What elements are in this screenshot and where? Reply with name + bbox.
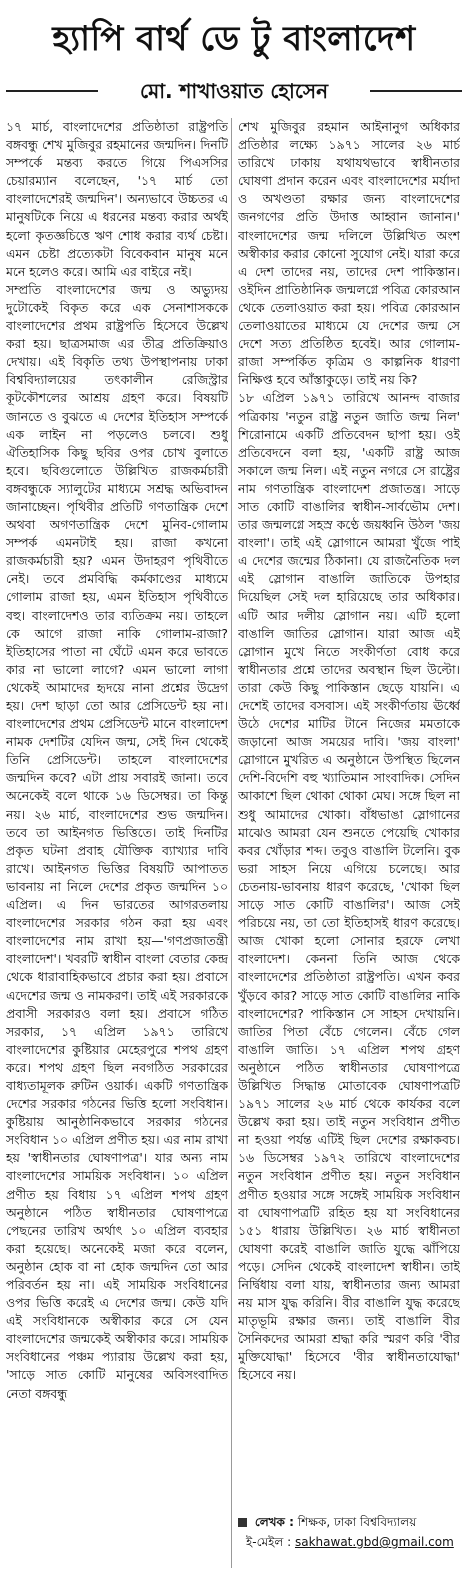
paragraph: শেখ মুজিবুর রহমান আইনানুগ অধিকার প্রতিষ্ঠার লক্ষ্যে ১৯৭১ সালের ২৬ মার্চ তারিখে ঢাকায় যথাযথভাবে স্বাধীনতার ঘোষণা প্রদান করেন এবং বাংলাদেশের মর্যাদা ও অখণ্ডতা রক্ষার জন্য বাংলাদেশের জনগণের প্রতি উদাত্ত আহ্বান জানান।' বাংলাদেশের জন্ম দলিলে উল্লিখিত অংশ অস্বীকার করার কোনো সুযোগ নেই। যারা করে এ দেশ তাদের নয়, তাদের দেশ পাকিস্তান। ওইদিন প্রাতিষ্ঠানিক জন্মলগ্নে পবিত্র কোরআন থেকে তেলাওয়াত করা হয়। পবিত্র কোরআন তেলাওয়াতের মাধ্যমে যে দেশের জন্ম সে দেশে সত্য প্রতিষ্ঠিত হবেই। আর গোলাম-রাজা সম্পর্কিত কৃত্রিম ও কাল্পনিক ধারণা নিক্ষিপ্ত হবে আঁস্তাকুড়ে। তাই নয় কি? [238,119,460,388]
paragraph: ১৭ মার্চ, বাংলাদেশের প্রতিষ্ঠাতা রাষ্ট্রপতি বঙ্গবন্ধু শেখ মুজিবুর রহমানের জন্মদিন। দিনটি সম্পর্কে মন্তব্য করতে গিয়ে পিএসসির চেয়ারম্যান বলেছেন, '১৭ মার্চ তো বাংলাদেশেরই জন্মদিন'। অন্যভাবে উচ্চতর এ মানুষটিকে নিয়ে এ ধরনের মন্তব্য করার অর্থই হলো কৃতজ্ঞচিত্তে ঋণ শোধ করার ব্যর্থ চেষ্টা। এমন চেষ্টা প্রত্যেকটা বিবেকবান মানুষ মনে মনে হলেও করে। আমি এর বাইরে নই। [6,119,228,279]
article-headline: হ্যাপি বার্থ ডে টু বাংলাদেশ [52,19,416,59]
email-label: ই-মেইল : [246,1535,292,1549]
writer-line [238,1512,464,1532]
paragraph: সম্প্রতি বাংলাদেশের জন্ম ও অভ্যুদয় দুটোকেই বিকৃত করে এক সেনাশাসককে বাংলাদেশের প্রথম রাষ্ট্রপতি হিসেবে উল্লেখ করা হয়। ছাত্রসমাজ এর তীব্র প্রতিক্রিয়াও দেখায়। এই বিকৃতি তথ্য উপস্থাপনায় ঢাকা বিশ্ববিদ্যালয়ের তৎকালীন রেজিস্ট্রার কূটকৌশলের আশ্রয় গ্রহণ করে। বিষয়টি জানতে ও বুঝতে এ দেশের ইতিহাস সম্পর্কে এক লাইন না পড়লেও চলবে। শুধু ঐতিহাসিক কিছু ছবির ওপর চোখ বুলাতে হবে। ছবিগুলোতে উল্লিখিত রাজকর্মচারী বঙ্গবন্ধুকে স্যালুটের মাধ্যমে সশ্রদ্ধ অভিবাদন জানাচ্ছেন। পৃথিবীর প্রতিটি গণতান্ত্রিক দেশে অথবা অগণতান্ত্রিক দেশে মুনিব-গোলাম সম্পর্ক এমনটাই হয়। রাজা কখনো রাজকর্মচারী হয়? এমন উদাহরণ পৃথিবীতে নেই। তবে প্রমবিদ্ধি কর্মকাণ্ডের মাধ্যমে গোলাম রাজা হয়, এমন ইতিহাস পৃথিবীতে বহু। বাংলাদেশও তার ব্যতিক্রম নয়। তাহলে কে আগে রাজা নাকি গোলাম-রাজা? ইতিহাসের পাতা না ঘেঁটে এমন করে ভাবতে কার না ভালো লাগে? এমন ভালো লাগা থেকেই আমাদের হৃদয়ে নানা প্রশ্নের উদ্রেগ হয়। দেশ ছাড়া তো আর প্রেসিডেন্ট হয় না। বাংলাদেশের প্রথম প্রেসিডেন্ট মানে বাংলাদেশ নামক দেশটির যেদিন জন্ম, সেই দিন থেকেই তিনি প্রেসিডেন্ট। তাহলে বাংলাদেশের জন্মদিন কবে? এটা প্রায় সবারই জানা। তবে অনেকেই বলে থাকে ১৬ ডিসেম্বর। তা কিন্তু নয়। ২৬ মার্চ, বাংলাদেশের শুভ জন্মদিন। তবে তা আইনগত ভিত্তিতে। তাই দিনটির প্রকৃত ঘটনা প্রবাহ যৌক্তিক ব্যাখ্যার দাবি রাখে। আইনগত ভিত্তির বিষয়টি আপাতত ভাবনায় না নিলে দেশের প্রকৃত জন্মদিন ১০ এপ্রিল। এ দিন ভারতের আগরতলায় বাংলাদেশের সরকার গঠন করা হয় এবং বাংলাদেশের নাম রাখা হয়—'গণপ্রজাতন্ত্রী বাংলাদেশ'। খবরটি স্বাধীন বাংলা বেতার কেন্দ্র থেকে ধারাবাহিকভাবে প্রচার করা হয়। প্রবাসে এদেশের জন্ম ও নামকরণ। তাই এই সরকারকে প্রবাসী সরকারও বলা হয়। প্রবাসে গঠিত সরকার, ১৭ এপ্রিল ১৯৭১ তারিখে বাংলাদেশের কুষ্টিয়ার মেহেরপুরে শপথ গ্রহণ করে। শপথ গ্রহণ ছিল নবগঠিত সরকারের বাধ্যতামূলক রুটিন ওয়ার্ক। একটি গণতান্ত্রিক দেশের সরকার গঠনের ভিত্তি হলো সংবিধান। কুষ্টিয়ায় আনুষ্ঠানিকভাবে সরকার গঠনের সংবিধান ১০ এপ্রিল প্রণীত হয়। এর নাম রাখা হয় 'স্বাধীনতার ঘোষণাপত্র'। যার অন্য নাম বাংলাদেশের সাময়িক সংবিধান। ১০ এপ্রিল প্রণীত হয় বিধায় ১৭ এপ্রিল শপথ গ্রহণ অনুষ্ঠানে পঠিত স্বাধীনতার ঘোষণাপত্রে পেছনের তারিখ অর্থাৎ ১০ এপ্রিল ব্যবহার করা হয়েছে। অনেকেই মজা করে বলেন, অনুষ্ঠান হোক বা না হোক জন্মদিন তো আর পরিবর্তন হয় না। এই সাময়িক সংবিধানের ওপর ভিত্তি করেই এ দেশের জন্ম। কেউ যদি এই সংবিধানকে অস্বীকার করে সে যেন বাংলাদেশের জন্মকেই অস্বীকার করে। সাময়িক সংবিধানের পঞ্চম প্যারায় উল্লেখ করা হয়, 'সাড়ে সাত কোটি মানুষের অবিসংবাদিত নেতা বঙ্গবন্ধু [6,281,228,1401]
writer-label: লেখক : [254,1515,294,1529]
left-column [6,118,228,1570]
byline [0,72,468,110]
right-column [238,118,460,1498]
writer-description: শিক্ষক, ঢাকা বিশ্ববিদ্যালয় [297,1515,417,1529]
email-address[interactable]: sakhawat.gbd@gmail.com [294,1535,454,1549]
square-bullet-icon [238,1518,247,1527]
author-name: মো. শাখাওয়াত হোসেন [139,79,329,103]
column-divider [231,118,232,1568]
email-line [246,1532,464,1552]
byline-rule-left [6,90,98,92]
author-footer [238,1512,464,1552]
byline-rule-right [370,90,462,92]
paragraph: ১৮ এপ্রিল ১৯৭১ তারিখে আনন্দ বাজার পত্রিকায় 'নতুন রাষ্ট্র নতুন জাতি জন্ম নিল' শিরোনামে একটি প্রতিবেদন ছাপা হয়। ওই প্রতিবেদনে বলা হয়, 'একটি রাষ্ট্র আজ সকালে জন্ম নিল। এই নতুন নগরে সে রাষ্ট্রের নাম গণতান্ত্রিক বাংলাদেশ প্রজাতন্ত্র। সাড়ে সাত কোটি বাঙালির স্বাধীন-সার্বভৌম দেশ। তার জন্মলগ্নে সহস্র কণ্ঠে জয়ধ্বনি উঠল 'জয় বাংলা'। তাই এই স্লোগানে আমরা খুঁজে পাই এ দেশের জন্মের ঠিকানা। যে রাজনৈতিক দল এই স্লোগান বাঙালি জাতিকে উপহার দিয়েছিল সেই দল হারিয়েছে তার অধিকার। এটি আর দলীয় স্লোগান নয়। এটি হলো বাঙালি জাতির স্লোগান। যারা আজ এই স্লোগান মুখে নিতে সংকীর্ণতা বোধ করে স্বাধীনতার প্রশ্নে তাদের অবস্থান ছিল উল্টো। তারা কেউ কিছু পাকিস্তান ছেড়ে যায়নি। এ দেশেই তাদের বসবাস। এই সংকীর্ণতায় ঊর্ধ্বে উঠে দেশের মাটির টানে নিজের মমতাকে জড়ানো আজ সময়ের দাবি। 'জয় বাংলা' স্লোগানে মুখরিত এ অনুষ্ঠানে উপস্থিত ছিলেন দেশি-বিদেশি বহু খ্যাতিমান সাংবাদিক। সেদিন আকাশে ছিল থোকা থোকা মেঘ। সঙ্গে ছিল না শুধু আমাদের খোকা। বাঁধভাঙা স্লোগানের মাঝেও আমরা যেন শুনতে পেয়েছি খোকার কবর খোঁড়ার শব্দ। তবুও বাঙালি টলেনি। বুক ভরা সাহস নিয়ে এগিয়ে চলেছে। আর চেতনায়-ভাবনায় ধারণ করেছে, 'খোকা ছিল সাড়ে সাত কোটি বাঙালির'। আজ সেই পরিচয়ে নয়, তা তো ইতিহাসই ধারণ করেছে। আজ খোকা হলো সোনার হরফে লেখা বাংলাদেশ। কেননা তিনি আজ থেকে বাংলাদেশের প্রতিষ্ঠাতা রাষ্ট্রপতি। এখন কবর খুঁড়বে কার? সাড়ে সাত কোটি বাঙালির নাকি বাংলাদেশের? পাকিস্তান সে সাহস দেখায়নি। জাতির পিতা বেঁচে গেলেন। বেঁচে গেল বাঙালি জাতি। ১৭ এপ্রিল শপথ গ্রহণ অনুষ্ঠানে পঠিত স্বাধীনতার ঘোষণাপত্রে উল্লিখিত সিদ্ধান্ত মোতাবেক ঘোষণাপত্রটি ১৯৭১ সালের ২৬ মার্চ থেকে কার্যকর বলে উল্লেখ করা হয়। তাই নতুন সংবিধান প্রণীত না হওয়া পর্যন্ত এটিই ছিল দেশের রক্ষাকবচ। ১৬ ডিসেম্বর ১৯৭২ তারিখে বাংলাদেশের নতুন সংবিধান প্রণীত হয়। নতুন সংবিধান প্রণীত হওয়ার সঙ্গে সঙ্গেই সাময়িক সংবিধান বা ঘোষণাপত্রটি রহিত হয় যা সংবিধানের ১৫১ ধারায় উল্লিখিত। ২৬ মার্চ স্বাধীনতা ঘোষণা করেই বাঙালি জাতি যুদ্ধে ঝাঁপিয়ে পড়ে। সেদিন থেকেই বাংলাদেশ স্বাধীন। তাই নির্দ্বিধায় বলা যায়, স্বাধীনতার জন্য আমরা নয় মাস যুদ্ধ করিনি। বীর বাঙালি যুদ্ধ করেছে মাতৃভূমি রক্ষার জন্য। তাই বাঙালি বীর সৈনিকদের আমরা শ্রদ্ধা করি স্মরণ করি 'বীর মুক্তিযোদ্ধা' হিসেবে 'বীর স্বাধীনতাযোদ্ধা' হিসেবে নয়। [238,390,460,1383]
